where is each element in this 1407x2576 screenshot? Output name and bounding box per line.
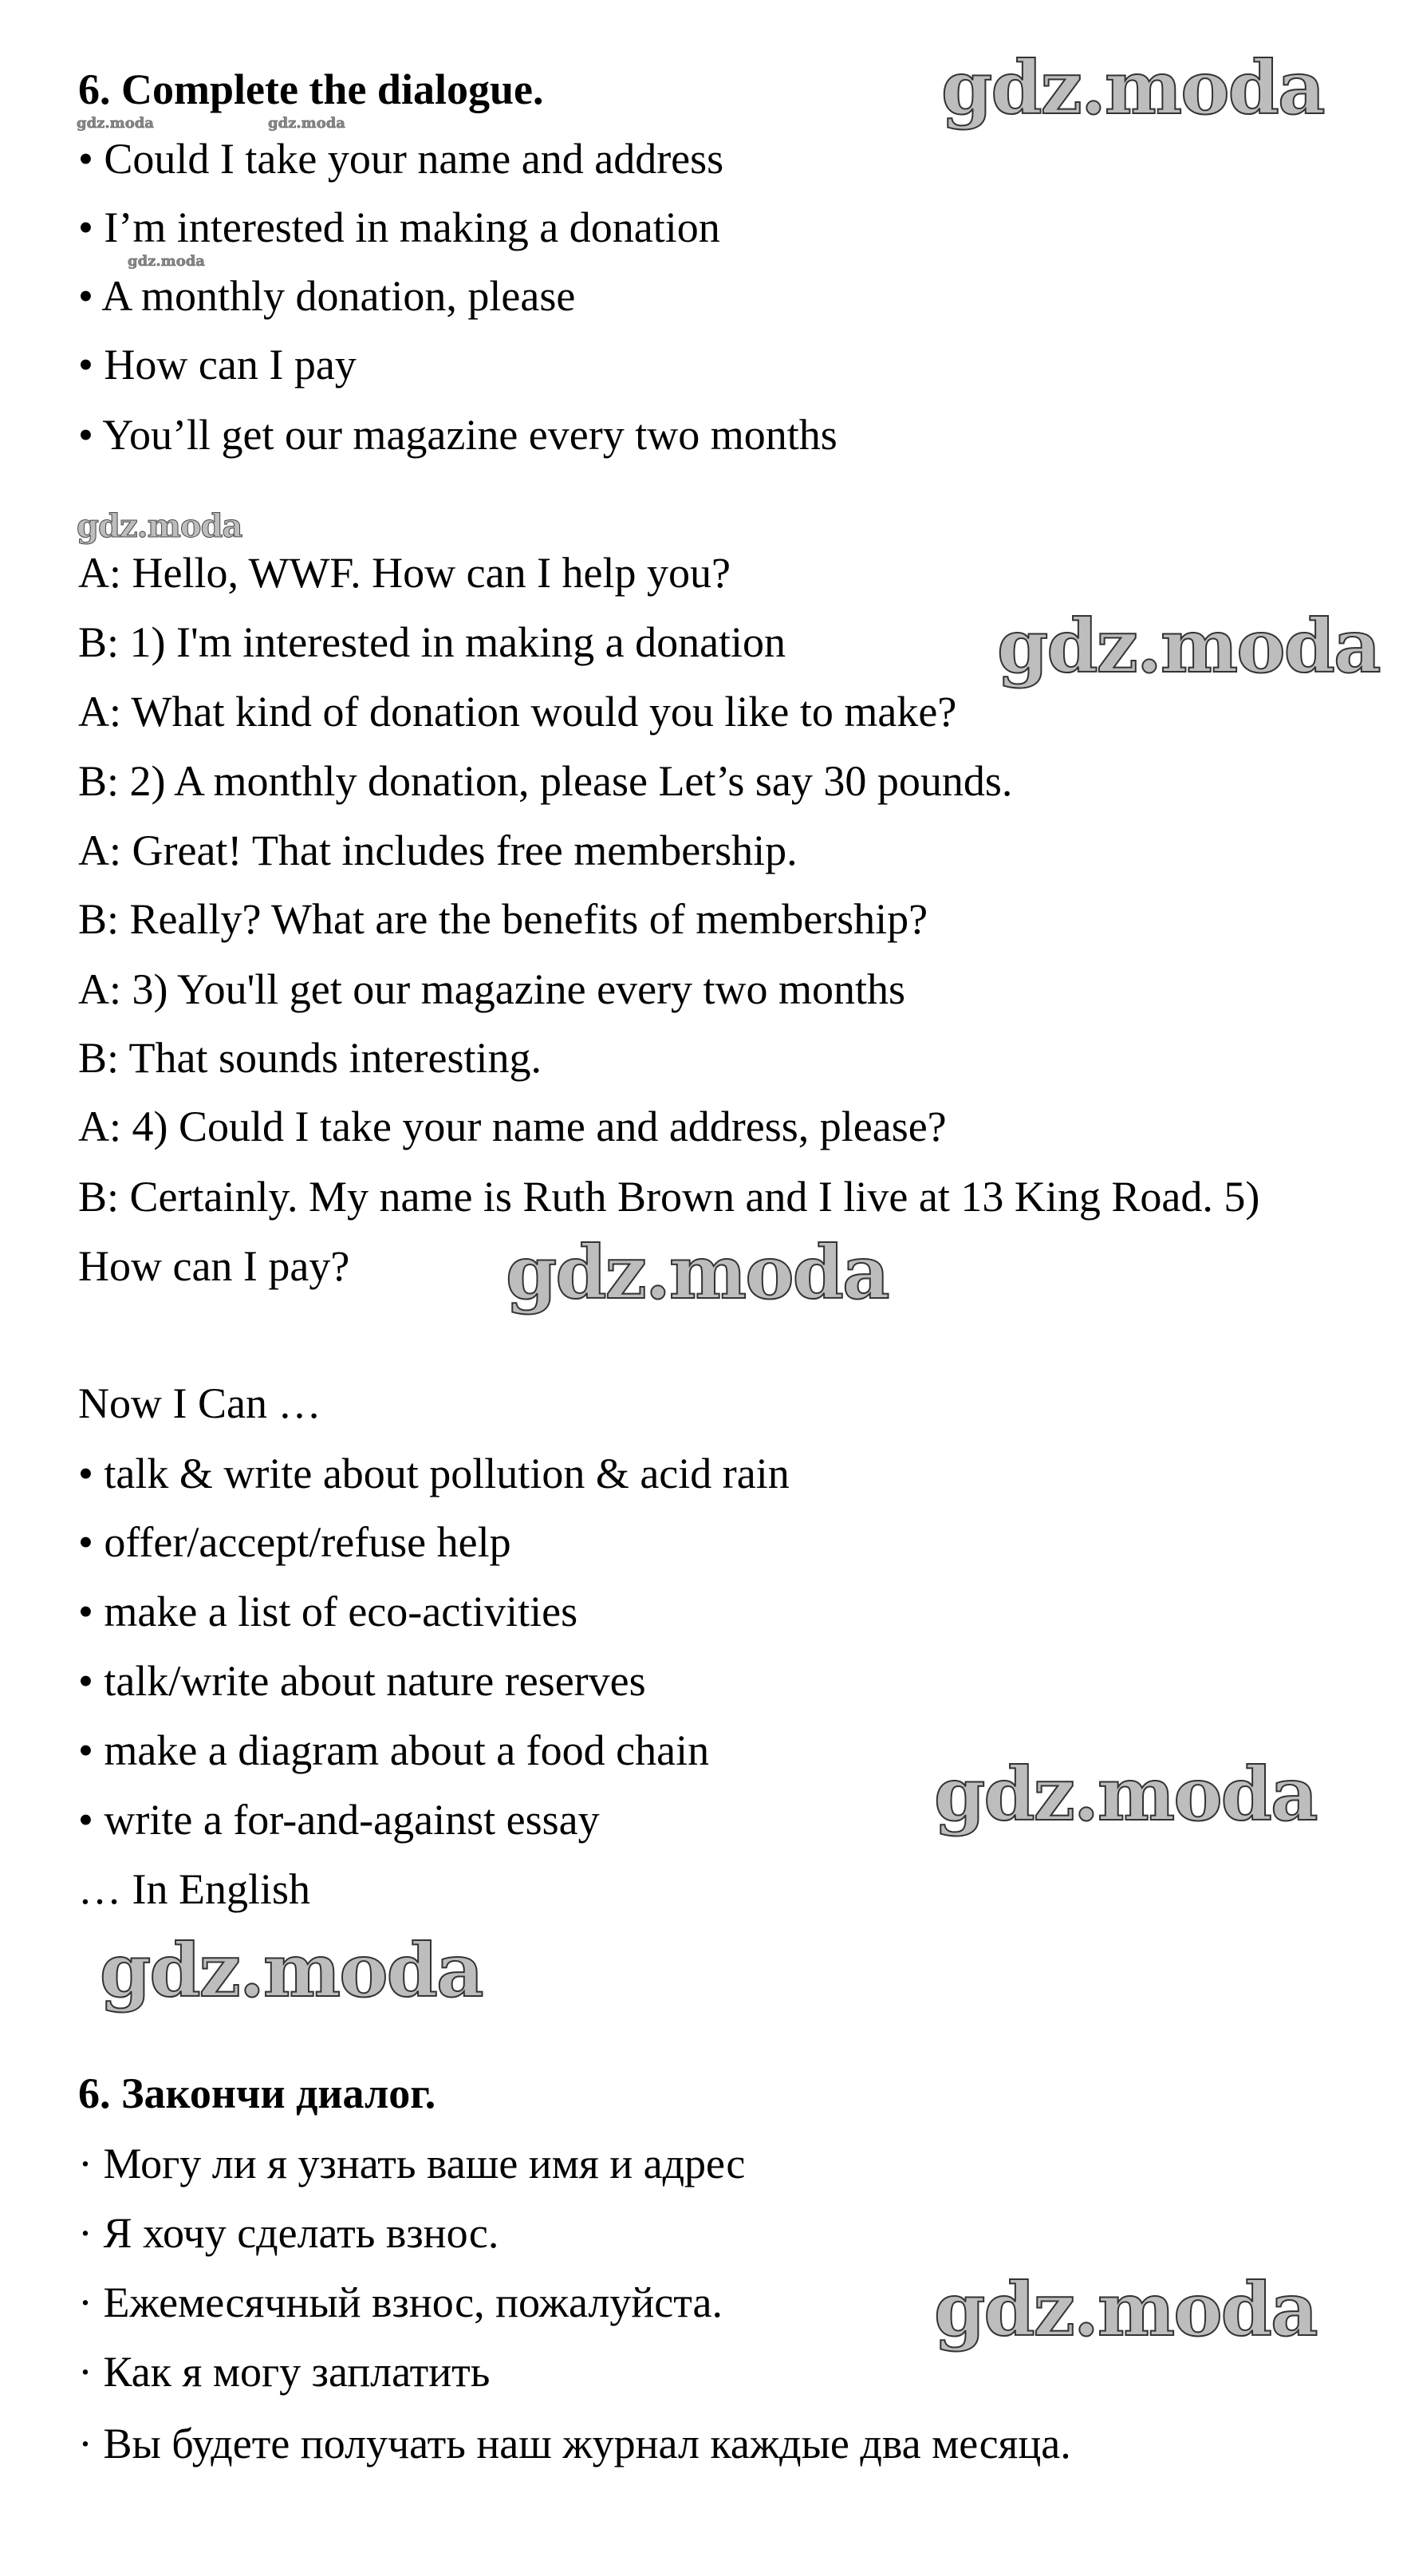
option-item: • A monthly donation, please	[78, 272, 576, 320]
option-item-ru: · Как я могу заплатить	[78, 2348, 491, 2396]
option-item: • I’m interested in making a donation	[78, 203, 720, 251]
dialogue-line: B: Really? What are the benefits of membership?	[78, 895, 928, 943]
watermark: gdz.moda	[100, 1927, 483, 2014]
now-i-can-item: • make a diagram about a food chain	[78, 1726, 710, 1774]
watermark: gdz.moda	[77, 115, 154, 132]
dialogue-line: B: 1) I'm interested in making a donation	[78, 618, 786, 666]
now-i-can-item: • make a list of eco-activities	[78, 1588, 578, 1635]
option-item: • Could I take your name and address	[78, 135, 724, 183]
now-i-can-item: • talk/write about nature reserves	[78, 1657, 646, 1705]
dialogue-line: A: 3) You'll get our magazine every two months	[78, 965, 906, 1013]
dialogue-line: A: What kind of donation would you like to make?	[78, 688, 957, 736]
option-item-ru: · Могу ли я узнать ваше имя и адрес	[78, 2140, 746, 2187]
watermark: gdz.moda	[934, 1751, 1317, 1837]
watermark: gdz.moda	[268, 115, 345, 132]
dialogue-line: How can I pay?	[78, 1242, 350, 1290]
watermark: gdz.moda	[997, 603, 1380, 689]
watermark: gdz.moda	[128, 253, 205, 270]
option-item-ru: · Я хочу сделать взнос.	[78, 2209, 499, 2257]
option-item: • You’ll get our magazine every two months	[78, 411, 838, 459]
exercise-title-ru: 6. Закончи диалог.	[78, 2069, 436, 2117]
now-i-can-footer: … In English	[78, 1865, 310, 1913]
watermark: gdz.moda	[934, 2266, 1317, 2353]
dialogue-line: B: 2) A monthly donation, please Let’s say 30 pounds.	[78, 757, 1013, 805]
watermark: gdz.moda	[941, 45, 1324, 131]
exercise-title: 6. Complete the dialogue.	[78, 65, 544, 113]
option-item: • How can I pay	[78, 341, 357, 389]
dialogue-line: A: 4) Could I take your name and address, please?	[78, 1103, 947, 1150]
now-i-can-item: • talk & write about pollution & acid rain	[78, 1450, 790, 1497]
watermark: gdz.moda	[506, 1229, 889, 1316]
now-i-can-item: • offer/accept/refuse help	[78, 1518, 511, 1566]
now-i-can-item: • write a for-and-against essay	[78, 1796, 600, 1844]
dialogue-line: A: Great! That includes free membership.	[78, 826, 798, 874]
dialogue-line: B: Certainly. My name is Ruth Brown and I live at 13 King Road. 5)	[78, 1173, 1260, 1221]
now-i-can-heading: Now I Can …	[78, 1379, 321, 1427]
option-item-ru: · Ежемесячный взнос, пожалуйста.	[78, 2278, 723, 2326]
option-item-ru: · Вы будете получать наш журнал каждые два месяца.	[78, 2420, 1071, 2468]
dialogue-line: B: That sounds interesting.	[78, 1034, 542, 1082]
watermark: gdz.moda	[77, 507, 242, 545]
dialogue-line: A: Hello, WWF. How can I help you?	[78, 549, 731, 597]
